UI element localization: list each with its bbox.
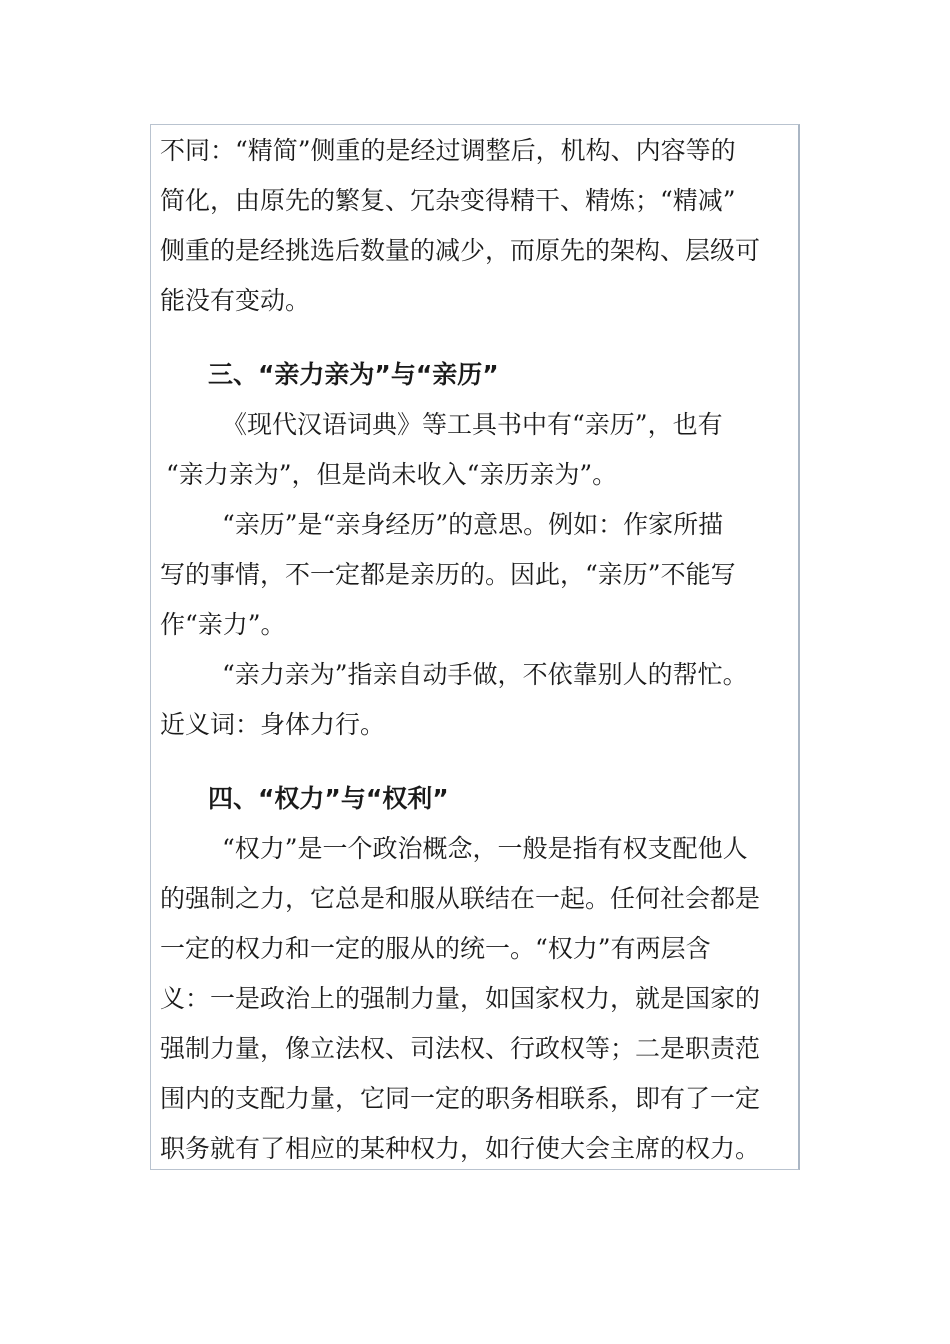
body-text-line: 不同：“精简”侧重的是经过调整后，机构、内容等的: [160, 136, 736, 165]
paragraph-line: “亲历”是“亲身经历”的意思。例如：作家所描: [222, 510, 724, 539]
paragraph-line: 的强制之力，它总是和服从联结在一起。任何社会都是: [160, 884, 761, 913]
body-text-line: 简化，由原先的繁复、冗杂变得精干、精炼；“精减”: [160, 186, 736, 215]
section-heading-4: 四、“权力”与“权利”: [208, 784, 449, 813]
section-heading-3: 三、“亲力亲为”与“亲历”: [208, 360, 499, 389]
paragraph-line: 写的事情，不一定都是亲历的。因此，“亲历”不能写: [160, 560, 736, 589]
paragraph-line: 近义词：身体力行。: [160, 710, 386, 739]
body-text-line: 能没有变动。: [160, 286, 311, 315]
paragraph-line: 一定的权力和一定的服从的统一。“权力”有两层含: [160, 934, 711, 963]
paragraph-line: 职务就有了相应的某种权力，如行使大会主席的权力。: [160, 1134, 761, 1163]
paragraph-line: 围内的支配力量，它同一定的职务相联系，即有了一定: [160, 1084, 761, 1113]
paragraph-line: “权力”是一个政治概念，一般是指有权支配他人: [222, 834, 748, 863]
paragraph-line: 作“亲力”。: [160, 610, 286, 639]
paragraph-line: “亲力亲为”，但是尚未收入“亲历亲为”。: [166, 460, 618, 489]
paragraph-line: 《现代汉语词典》等工具书中有“亲历”，也有: [222, 410, 723, 439]
paragraph-line: 义：一是政治上的强制力量，如国家权力，就是国家的: [160, 984, 761, 1013]
paragraph-line: “亲力亲为”指亲自动手做，不依靠别人的帮忙。: [222, 660, 748, 689]
body-text-line: 侧重的是经挑选后数量的减少，而原先的架构、层级可: [160, 236, 761, 265]
paragraph-line: 强制力量，像立法权、司法权、行政权等；二是职责范: [160, 1034, 761, 1063]
